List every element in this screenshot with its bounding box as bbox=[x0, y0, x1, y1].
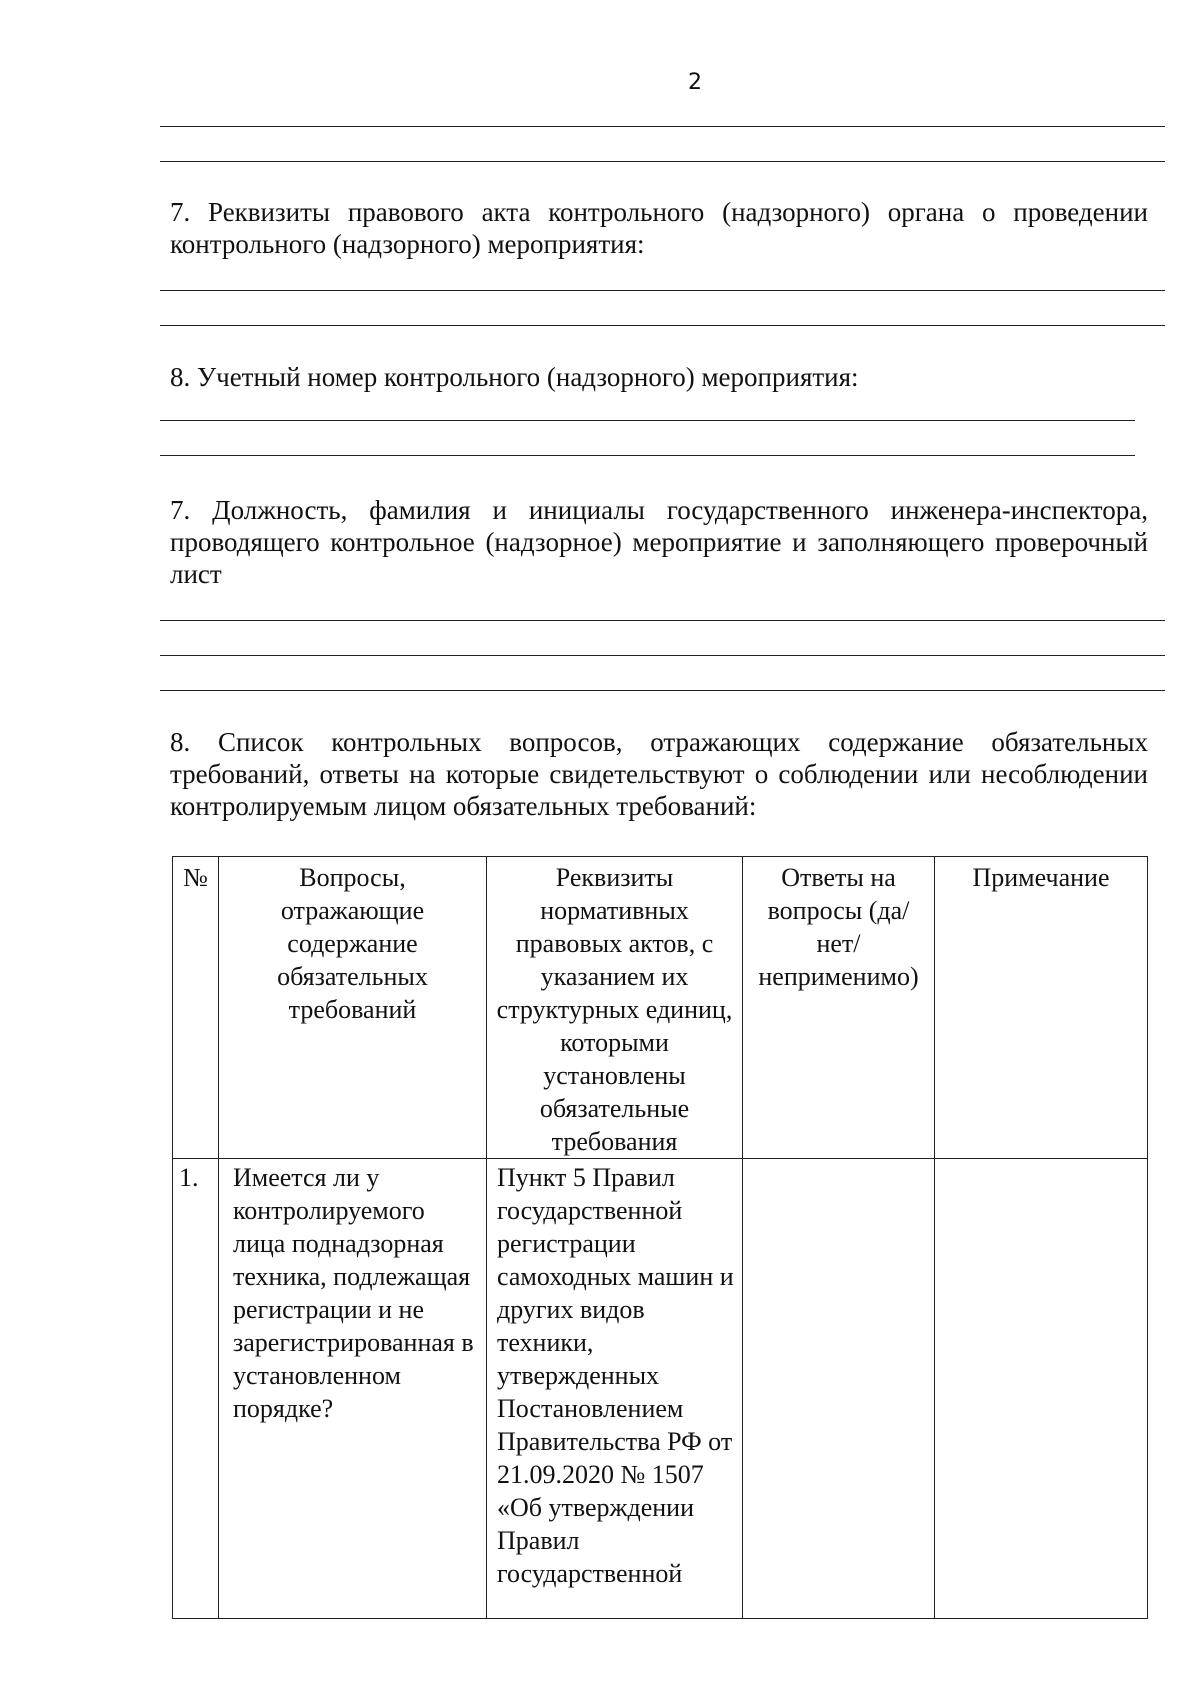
fill-line bbox=[160, 655, 1165, 656]
row-requisites: Пункт 5 Правил государственной регистрации самоходных машин и других видов техники, утвержденных Постановлением Правительства РФ от 21.09.2020 № 1507 «Об утверждении Правил государственной bbox=[487, 1159, 743, 1619]
table-header-row bbox=[173, 857, 1148, 1159]
header-note: Примечание bbox=[935, 857, 1148, 1159]
row-answer-cell[interactable] bbox=[743, 1159, 935, 1619]
section-7-inspector: 7. Должность, фамилия и инициалы государственного инженера-инспектора, проводящего контрольное (надзорное) мероприятие и заполняющего проверочный лист bbox=[170, 495, 1148, 589]
section-8-question-list: 8. Список контрольных вопросов, отражающих содержание обязательных требований, ответы на которые свидетельствуют о соблюдении или несоблюдении контролируемым лицом обязательных требований: bbox=[170, 727, 1148, 821]
fill-line bbox=[160, 126, 1165, 127]
header-requisites: Реквизиты нормативных правовых актов, с указанием их структурных единиц, которыми установлены обязательные требования bbox=[487, 857, 743, 1159]
row-number: 1. bbox=[173, 1159, 219, 1619]
fill-line bbox=[160, 325, 1165, 326]
fill-line bbox=[160, 690, 1165, 691]
fill-line bbox=[160, 420, 1135, 421]
section-8-registration-number: 8. Учетный номер контрольного (надзорного) мероприятия: bbox=[170, 362, 859, 392]
table-row bbox=[173, 1159, 1148, 1619]
header-question: Вопросы, отражающие содержание обязательных требований bbox=[219, 857, 487, 1159]
fill-line bbox=[160, 290, 1165, 291]
checklist-table bbox=[172, 856, 1148, 1619]
section-7-requisites: 7. Реквизиты правового акта контрольного (надзорного) органа о проведении контрольного (надзорного) мероприятия: bbox=[170, 197, 1148, 259]
fill-line bbox=[160, 455, 1135, 456]
header-answers: Ответы на вопросы (да/нет/ неприменимо) bbox=[743, 857, 935, 1159]
fill-line bbox=[160, 620, 1165, 621]
page-number: 2 bbox=[688, 70, 702, 95]
row-note-cell[interactable] bbox=[935, 1159, 1148, 1619]
header-number: № bbox=[173, 857, 219, 1159]
row-question: Имеется ли у контролируемого лица поднадзорная техника, подлежащая регистрации и не зарегистрированная в установленном порядке? bbox=[219, 1159, 487, 1619]
fill-line bbox=[160, 161, 1165, 162]
